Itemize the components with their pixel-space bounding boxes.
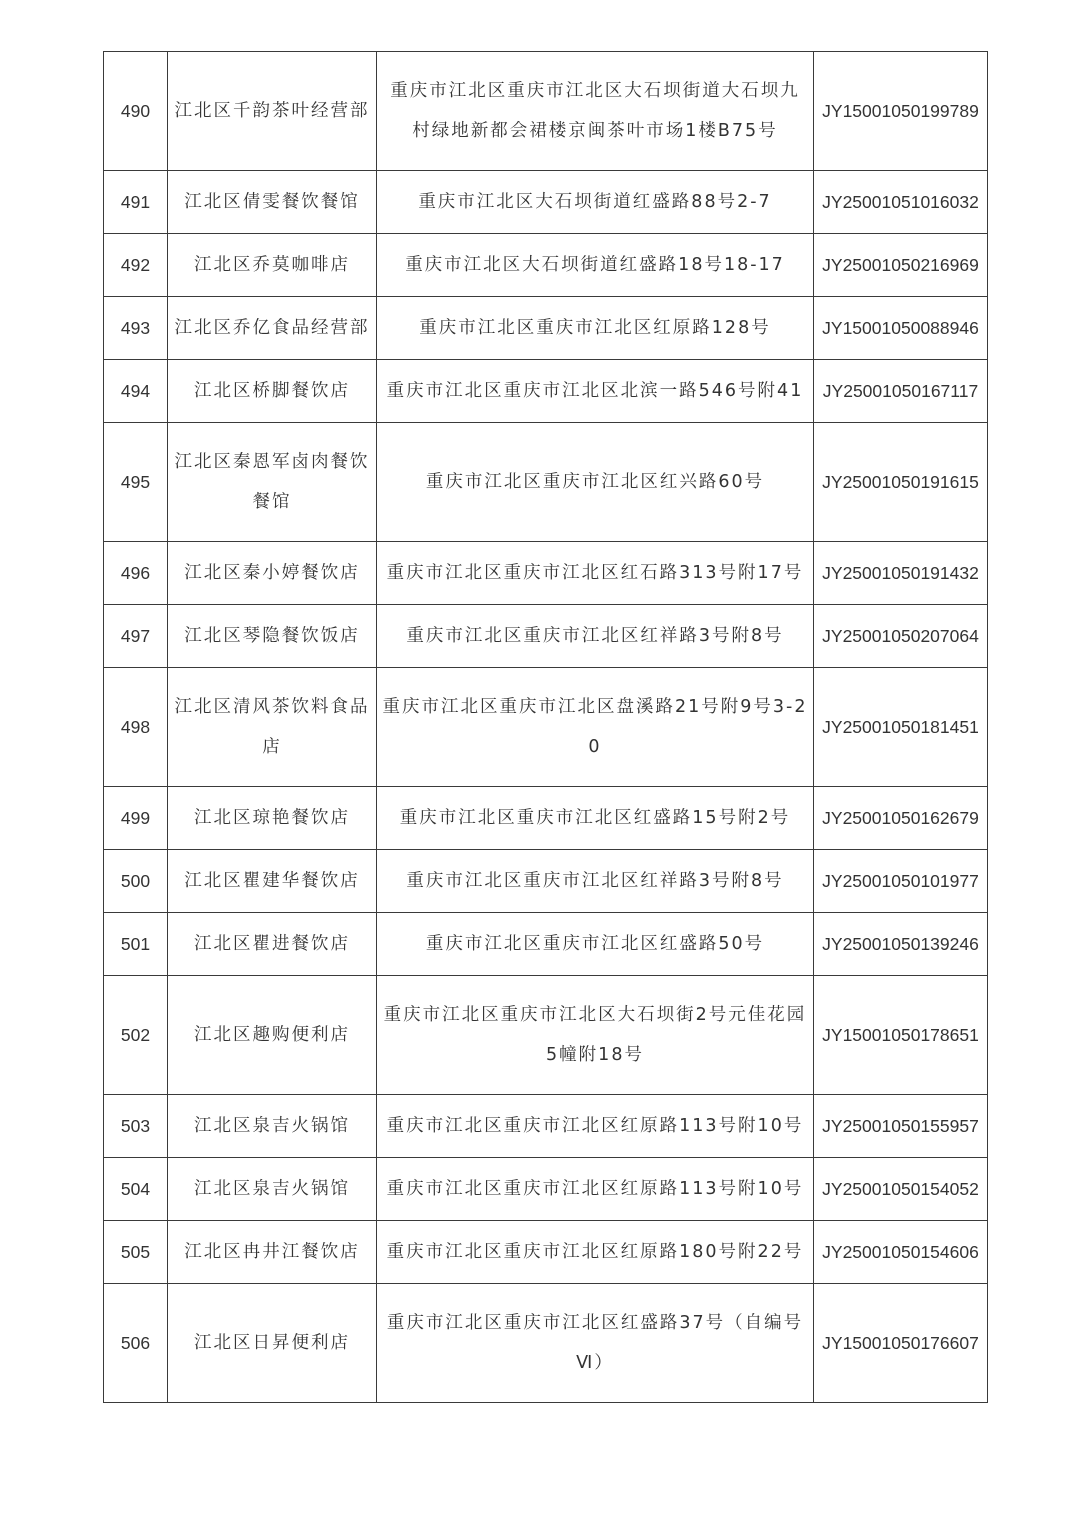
- business-address: 重庆市江北区重庆市江北区红盛路50号: [377, 913, 814, 976]
- business-name: 江北区瞿建华餐饮店: [168, 850, 377, 913]
- table-row: [104, 1221, 988, 1284]
- row-number: 502: [104, 976, 168, 1095]
- row-number: 504: [104, 1158, 168, 1221]
- table-row: [104, 1095, 988, 1158]
- table-row: [104, 1158, 988, 1221]
- license-number: JY25001050216969: [814, 234, 988, 297]
- business-address: 重庆市江北区重庆市江北区红石路313号附17号: [377, 542, 814, 605]
- table-row: [104, 171, 988, 234]
- license-number: JY15001050088946: [814, 297, 988, 360]
- business-name: 江北区秦恩军卤肉餐饮餐馆: [168, 423, 377, 542]
- business-address: 重庆市江北区重庆市江北区红原路128号: [377, 297, 814, 360]
- business-name: 江北区瞿进餐饮店: [168, 913, 377, 976]
- row-number: 501: [104, 913, 168, 976]
- license-number: JY25001050181451: [814, 668, 988, 787]
- business-name: 江北区倩雯餐饮餐馆: [168, 171, 377, 234]
- business-address: 重庆市江北区重庆市江北区红祥路3号附8号: [377, 850, 814, 913]
- business-address: 重庆市江北区大石坝街道红盛路88号2-7: [377, 171, 814, 234]
- table-row: [104, 976, 988, 1095]
- license-number: JY15001050176607: [814, 1284, 988, 1403]
- table-row: [104, 423, 988, 542]
- table-row: [104, 542, 988, 605]
- row-number: 498: [104, 668, 168, 787]
- license-number: JY25001050167117: [814, 360, 988, 423]
- license-number: JY25001050191432: [814, 542, 988, 605]
- license-number: JY25001050155957: [814, 1095, 988, 1158]
- business-license-table: [103, 51, 988, 1403]
- table-row: [104, 605, 988, 668]
- license-number: JY25001050101977: [814, 850, 988, 913]
- business-name: 江北区琼艳餐饮店: [168, 787, 377, 850]
- table-row: [104, 913, 988, 976]
- business-address: 重庆市江北区重庆市江北区红原路113号附10号: [377, 1095, 814, 1158]
- table-row: [104, 234, 988, 297]
- row-number: 494: [104, 360, 168, 423]
- business-address: 重庆市江北区重庆市江北区红原路113号附10号: [377, 1158, 814, 1221]
- business-address: 重庆市江北区大石坝街道红盛路18号18-17: [377, 234, 814, 297]
- license-number: JY15001050199789: [814, 52, 988, 171]
- row-number: 490: [104, 52, 168, 171]
- business-address: 重庆市江北区重庆市江北区北滨一路546号附41: [377, 360, 814, 423]
- business-address: 重庆市江北区重庆市江北区大石坝街道大石坝九村绿地新都会裙楼京闽茶叶市场1楼B75号: [377, 52, 814, 171]
- business-name: 江北区清风茶饮料食品店: [168, 668, 377, 787]
- business-address: 重庆市江北区重庆市江北区红盛路15号附2号: [377, 787, 814, 850]
- business-address: 重庆市江北区重庆市江北区红祥路3号附8号: [377, 605, 814, 668]
- license-number: JY15001050178651: [814, 976, 988, 1095]
- table-row: [104, 360, 988, 423]
- row-number: 493: [104, 297, 168, 360]
- row-number: 492: [104, 234, 168, 297]
- business-name: 江北区冉井江餐饮店: [168, 1221, 377, 1284]
- business-name: 江北区乔亿食品经营部: [168, 297, 377, 360]
- business-address: 重庆市江北区重庆市江北区红原路180号附22号: [377, 1221, 814, 1284]
- table-row: [104, 52, 988, 171]
- row-number: 505: [104, 1221, 168, 1284]
- business-name: 江北区桥脚餐饮店: [168, 360, 377, 423]
- row-number: 500: [104, 850, 168, 913]
- business-address: 重庆市江北区重庆市江北区大石坝街2号元佳花园5幢附18号: [377, 976, 814, 1095]
- license-number: JY25001050154052: [814, 1158, 988, 1221]
- business-name: 江北区泉吉火锅馆: [168, 1095, 377, 1158]
- license-number: JY25001050139246: [814, 913, 988, 976]
- row-number: 506: [104, 1284, 168, 1403]
- row-number: 497: [104, 605, 168, 668]
- business-address: 重庆市江北区重庆市江北区红兴路60号: [377, 423, 814, 542]
- license-number: JY25001051016032: [814, 171, 988, 234]
- license-number: JY25001050154606: [814, 1221, 988, 1284]
- table-row: [104, 668, 988, 787]
- row-number: 495: [104, 423, 168, 542]
- business-name: 江北区千韵茶叶经营部: [168, 52, 377, 171]
- business-name: 江北区趣购便利店: [168, 976, 377, 1095]
- table-row: [104, 297, 988, 360]
- business-address: 重庆市江北区重庆市江北区红盛路37号（自编号Ⅵ）: [377, 1284, 814, 1403]
- business-name: 江北区琴隐餐饮饭店: [168, 605, 377, 668]
- row-number: 496: [104, 542, 168, 605]
- table-row: [104, 1284, 988, 1403]
- license-number: JY25001050191615: [814, 423, 988, 542]
- license-number: JY25001050162679: [814, 787, 988, 850]
- row-number: 491: [104, 171, 168, 234]
- table-row: [104, 850, 988, 913]
- business-name: 江北区乔莫咖啡店: [168, 234, 377, 297]
- row-number: 503: [104, 1095, 168, 1158]
- row-number: 499: [104, 787, 168, 850]
- business-name: 江北区泉吉火锅馆: [168, 1158, 377, 1221]
- business-name: 江北区日昇便利店: [168, 1284, 377, 1403]
- license-number: JY25001050207064: [814, 605, 988, 668]
- table-row: [104, 787, 988, 850]
- business-name: 江北区秦小婷餐饮店: [168, 542, 377, 605]
- business-address: 重庆市江北区重庆市江北区盘溪路21号附9号3-20: [377, 668, 814, 787]
